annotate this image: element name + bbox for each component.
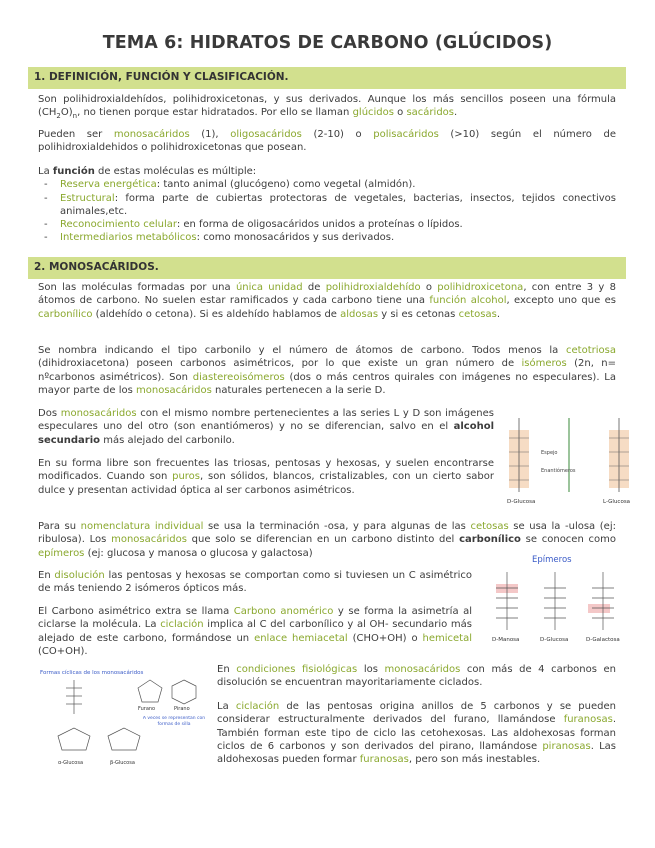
function-list	[38, 165, 616, 245]
d-manosa-label: D-Manosa	[492, 637, 520, 643]
paragraph-anomeric: El Carbono asimétrico extra se llama Carbono anomérico y se forma la asimetría al ciclarse la molécula. La ciclación implica al C del carbonílico y al OH- secundario más alejado de este carbono, formándose un enlace hemiacetal (CHO+OH) o hemicetal (CO+OH).	[38, 606, 473, 657]
paragraph-nomenclature-individual: Para su nomenclatura individual se usa la terminación -osa, y para algunas de las cetosas se usa la -ulosa (ej: ribulosa). Los monosacáridos que solo se diferencian en un carbono distinto del carbonílico se conocen como epímeros (ej: glucosa y manosa o glucosa y galactosa)	[38, 521, 617, 559]
epimers-title: Epímeros	[532, 555, 572, 565]
pirano-label: Pirano	[174, 706, 190, 712]
paragraph-physiological: En condiciones fisiológicas los monosacáridos con más de 4 carbonos en disolución se encuentran mayoritariamente ciclados.	[217, 664, 617, 689]
enantiomers-figure	[505, 408, 633, 506]
enantiomers-diagram	[505, 408, 633, 506]
beta-glucosa-label: β-Glucosa	[110, 760, 135, 766]
paragraph-nomenclature: Se nombra indicando el tipo carbonilo y el número de átomos de carbono. Todos menos la cetotriosa (dihidroxiacetona) poseen carbonos asimétricos, por lo que existe un gran número de isómeros (2n, n= nºcarbonos asimétricos). Son diastereoisómeros (dos o más centros quirales con imágenes no especulares). La mayor parte de los monosacáridos naturales pertenecen a la serie D.	[38, 345, 616, 396]
alpha-glucosa-label: α-Glucosa	[58, 760, 84, 766]
d-galactosa-label: D-Galactosa	[586, 637, 620, 643]
mirror-label: Espejo	[541, 450, 558, 456]
cyclic-title: Formas cíclicas de los monosacáridos	[40, 670, 144, 676]
paragraph-free-form: En su forma libre son frecuentes las triosas, pentosas y hexosas, y suelen encontrarse modificados. Cuando son puros, son sólidos, blancos, cristalizables, con un cierto sabor dulce y presentan actividad óptica al ser carbonos asimétricos.	[38, 458, 495, 496]
paragraph-monosacaridos-def: Son las moléculas formadas por una única unidad de polihidroxialdehído o polihidroxicetona, con entre 3 y 8 átomos de carbono. No suelen estar ramificados y cada carbono tiene una función alcohol, excepto uno que es carbonílico (aldehído o cetona). Si es aldehído hablamos de aldosas y si es cetonas cetosas.	[38, 282, 617, 320]
cyclic-forms-diagram	[38, 666, 210, 778]
l-glucosa-label: L-Glucosa	[603, 499, 631, 505]
list-item: - Reserva energética: tanto animal (glucógeno) como vegetal (almidón).	[38, 178, 616, 191]
function-intro: La función de estas moléculas es múltiple:	[38, 166, 257, 177]
d-glucosa-label: D-Glucosa	[540, 637, 569, 643]
list-item: - Reconocimiento celular: en forma de oligosacáridos unidos a proteínas o lípidos.	[38, 218, 616, 231]
section-heading-1: 1. DEFINICIÓN, FUNCIÓN Y CLASIFICACIÓN.	[28, 67, 626, 89]
paragraph-classification: Pueden ser monosacáridos (1), oligosacáridos (2-10) o polisacáridos (>10) según el número de polihidroxialdehidos o polihidroxicetonas que posean.	[38, 129, 617, 154]
cyclic-note: A veces se representan con formas de silla	[142, 716, 206, 727]
epimers-diagram	[476, 552, 636, 648]
cyclic-forms-figure	[38, 666, 210, 778]
list-item: - Estructural: forma parte de cubiertas protectoras de vegetales, bacterias, insectos, tejidos conectivos animales,etc.	[38, 192, 616, 219]
paragraph-dissolution: En disolución las pentosas y hexosas se comportan como si tuviesen un C asimétrico de más teniendo 2 isómeros ópticos más.	[38, 570, 472, 595]
list-item: - Intermediarios metabólicos: como monosacáridos y sus derivados.	[38, 231, 616, 244]
section-heading-2: 2. MONOSACÁRIDOS.	[28, 257, 626, 279]
furano-label: Furano	[138, 706, 156, 712]
enantiomers-label: Enantiómeros	[541, 468, 576, 474]
page-title: TEMA 6: HIDRATOS DE CARBONO (GLÚCIDOS)	[102, 33, 553, 53]
epimers-figure	[476, 552, 636, 648]
d-glucosa-label: D-Glucosa	[507, 499, 536, 505]
paragraph-cyclization: La ciclación de las pentosas origina anillos de 5 carbonos y se pueden considerar estructuralmente derivados del furano, llamándose furanosas. También forman este tipo de ciclo las cetohexosas. Las aldohexosas forman ciclos de 6 carbonos y son derivados del pirano, llamándose piranosas. Las aldohexosas pueden formar furanosas, pero son más inestables.	[217, 701, 616, 766]
paragraph-enantiomers: Dos monosacáridos con el mismo nombre pertenecientes a las series L y D son imágenes especulares uno del otro (son enantiómeros) y no se diferencian, salvo en el alcohol secundario más alejado del carbonilo.	[38, 408, 495, 446]
paragraph-definition: Son polihidroxialdehídos, polihidroxicetonas, y sus derivados. Aunque los más sencillos poseen una fórmula $(CH_2O)_n$, no tienen porque estar hidratados. Por ello se llaman glúcidos o sacáridos.	[38, 94, 616, 121]
